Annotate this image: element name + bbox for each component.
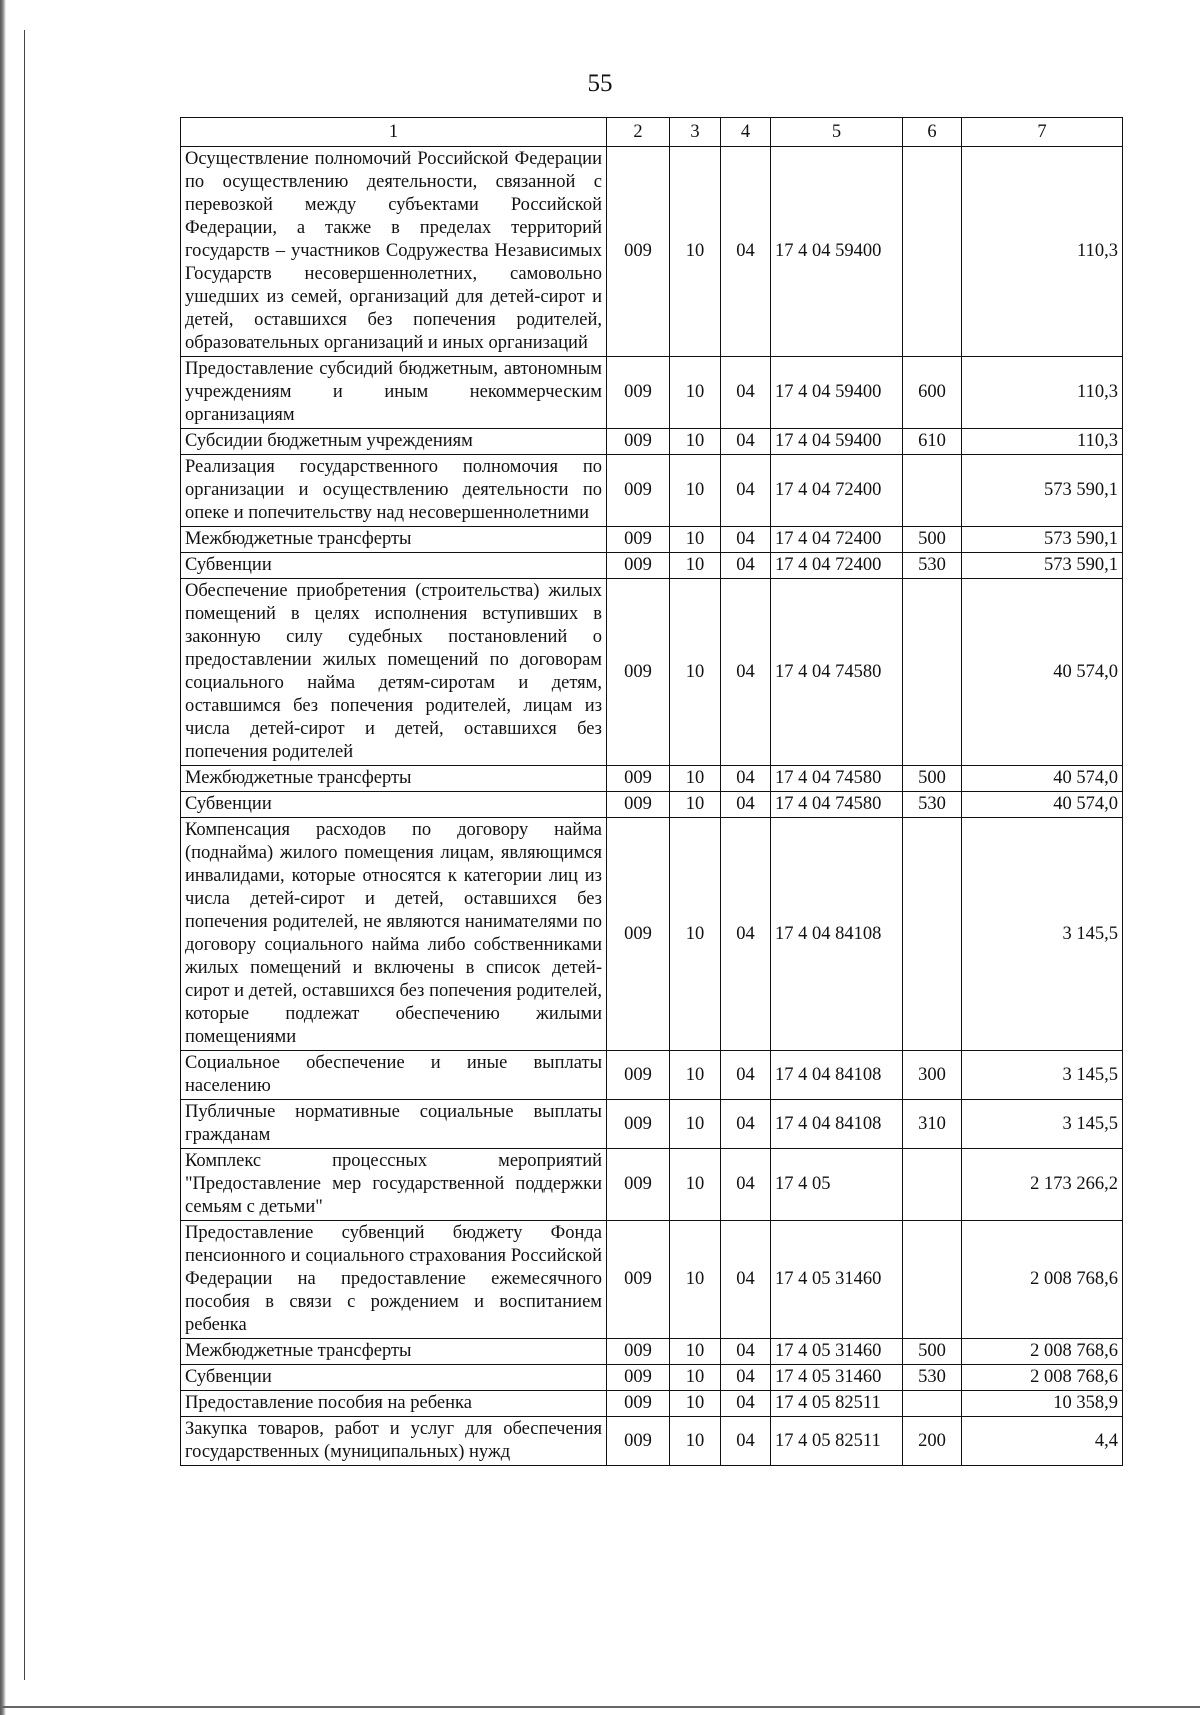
row-sum: 2 008 768,6	[962, 1365, 1123, 1391]
row-vr: 200	[903, 1417, 962, 1466]
row-sum: 3 145,5	[962, 818, 1123, 1051]
row-gr: 009	[607, 1100, 670, 1149]
column-header-5: 5	[771, 118, 903, 147]
row-vr	[903, 1391, 962, 1417]
table-row	[181, 1339, 1123, 1365]
table-row	[181, 579, 1123, 766]
row-name: Комплекс процессных мероприятий "Предоставление мер государственной поддержки семьям с детьми"	[181, 1149, 607, 1221]
row-pr: 04	[721, 1365, 771, 1391]
row-cs: 17 4 04 74580	[771, 792, 903, 818]
row-pr: 04	[721, 766, 771, 792]
row-rz: 10	[670, 429, 721, 455]
row-name: Субвенции	[181, 553, 607, 579]
row-sum: 40 574,0	[962, 579, 1123, 766]
column-header-2: 2	[607, 118, 670, 147]
row-sum: 3 145,5	[962, 1100, 1123, 1149]
page-number: 55	[587, 70, 613, 97]
table-row	[181, 792, 1123, 818]
row-rz: 10	[670, 455, 721, 527]
row-sum: 40 574,0	[962, 766, 1123, 792]
row-name: Закупка товаров, работ и услуг для обеспечения государственных (муниципальных) нужд	[181, 1417, 607, 1466]
row-pr: 04	[721, 1051, 771, 1100]
row-gr: 009	[607, 429, 670, 455]
row-sum: 110,3	[962, 357, 1123, 429]
table-row	[181, 1365, 1123, 1391]
row-vr: 500	[903, 766, 962, 792]
table-row	[181, 1417, 1123, 1466]
row-vr	[903, 1221, 962, 1339]
row-cs: 17 4 04 84108	[771, 1100, 903, 1149]
column-header-6: 6	[903, 118, 962, 147]
row-name: Реализация государственного полномочия по организации и осуществлению деятельности по опеке и попечительству над несовершеннолетними	[181, 455, 607, 527]
row-vr: 600	[903, 357, 962, 429]
row-rz: 10	[670, 579, 721, 766]
table-row	[181, 1149, 1123, 1221]
table-row	[181, 357, 1123, 429]
row-sum: 573 590,1	[962, 455, 1123, 527]
column-header-4: 4	[721, 118, 771, 147]
row-sum: 573 590,1	[962, 527, 1123, 553]
row-rz: 10	[670, 818, 721, 1051]
table-row	[181, 1391, 1123, 1417]
row-cs: 17 4 04 59400	[771, 357, 903, 429]
row-cs: 17 4 05 31460	[771, 1365, 903, 1391]
row-rz: 10	[670, 357, 721, 429]
scan-margin-line	[24, 30, 25, 1680]
row-pr: 04	[721, 357, 771, 429]
row-cs: 17 4 04 84108	[771, 818, 903, 1051]
row-gr: 009	[607, 1149, 670, 1221]
row-pr: 04	[721, 147, 771, 357]
column-header-1: 1	[181, 118, 607, 147]
row-gr: 009	[607, 1365, 670, 1391]
row-cs: 17 4 04 59400	[771, 429, 903, 455]
row-pr: 04	[721, 1417, 771, 1466]
row-pr: 04	[721, 1221, 771, 1339]
row-cs: 17 4 05 82511	[771, 1391, 903, 1417]
row-vr: 500	[903, 1339, 962, 1365]
row-name: Обеспечение приобретения (строительства) жилых помещений в целях исполнения вступивших в законную силу судебных постановлений о предоставлении жилых помещений по договорам социального найма детям-сиротам и детям, оставшимся без попечения родителей, лицам из числа детей-сирот и детей, оставшихся без попечения родителей	[181, 579, 607, 766]
row-name: Предоставление пособия на ребенка	[181, 1391, 607, 1417]
row-gr: 009	[607, 766, 670, 792]
row-gr: 009	[607, 527, 670, 553]
row-name: Субвенции	[181, 792, 607, 818]
row-cs: 17 4 04 72400	[771, 527, 903, 553]
row-gr: 009	[607, 818, 670, 1051]
row-pr: 04	[721, 579, 771, 766]
row-vr	[903, 1149, 962, 1221]
row-rz: 10	[670, 1391, 721, 1417]
row-rz: 10	[670, 527, 721, 553]
row-rz: 10	[670, 553, 721, 579]
row-vr: 310	[903, 1100, 962, 1149]
row-name: Осуществление полномочий Российской Федерации по осуществлению деятельности, связанной с перевозкой между субъектами Российской Федерации, а также в пределах территорий государств – участников Содружества Независимых Государств несовершеннолетних, самовольно ушедших из семей, организаций для детей-сирот и детей, оставшихся без попечения родителей, образовательных организаций и иных организаций	[181, 147, 607, 357]
row-gr: 009	[607, 1051, 670, 1100]
row-sum: 3 145,5	[962, 1051, 1123, 1100]
row-sum: 40 574,0	[962, 792, 1123, 818]
row-vr	[903, 147, 962, 357]
row-pr: 04	[721, 818, 771, 1051]
row-pr: 04	[721, 1391, 771, 1417]
row-sum: 2 008 768,6	[962, 1221, 1123, 1339]
row-vr: 530	[903, 792, 962, 818]
row-cs: 17 4 04 72400	[771, 455, 903, 527]
budget-table	[180, 117, 1123, 1466]
table-header-row	[181, 118, 1123, 147]
table-row	[181, 147, 1123, 357]
table-row	[181, 553, 1123, 579]
row-rz: 10	[670, 1221, 721, 1339]
row-rz: 10	[670, 1339, 721, 1365]
row-cs: 17 4 04 74580	[771, 579, 903, 766]
row-pr: 04	[721, 1339, 771, 1365]
row-sum: 4,4	[962, 1417, 1123, 1466]
row-vr	[903, 579, 962, 766]
row-pr: 04	[721, 429, 771, 455]
row-gr: 009	[607, 553, 670, 579]
row-cs: 17 4 05 31460	[771, 1339, 903, 1365]
row-pr: 04	[721, 1149, 771, 1221]
row-sum: 573 590,1	[962, 553, 1123, 579]
row-cs: 17 4 05 31460	[771, 1221, 903, 1339]
row-cs: 17 4 05	[771, 1149, 903, 1221]
row-gr: 009	[607, 1417, 670, 1466]
column-header-3: 3	[670, 118, 721, 147]
row-rz: 10	[670, 1051, 721, 1100]
row-vr: 610	[903, 429, 962, 455]
row-vr	[903, 455, 962, 527]
row-rz: 10	[670, 1365, 721, 1391]
row-rz: 10	[670, 1149, 721, 1221]
row-vr	[903, 818, 962, 1051]
row-gr: 009	[607, 579, 670, 766]
table-row	[181, 527, 1123, 553]
table-row	[181, 1221, 1123, 1339]
row-name: Публичные нормативные социальные выплаты гражданам	[181, 1100, 607, 1149]
row-gr: 009	[607, 1339, 670, 1365]
row-name: Предоставление субвенций бюджету Фонда пенсионного и социального страхования Российской Федерации на предоставление ежемесячного пособия в связи с рождением и воспитанием ребенка	[181, 1221, 607, 1339]
row-gr: 009	[607, 1391, 670, 1417]
row-pr: 04	[721, 455, 771, 527]
row-pr: 04	[721, 527, 771, 553]
row-vr: 530	[903, 1365, 962, 1391]
row-rz: 10	[670, 1100, 721, 1149]
table-row	[181, 1100, 1123, 1149]
row-vr: 530	[903, 553, 962, 579]
row-gr: 009	[607, 792, 670, 818]
row-rz: 10	[670, 147, 721, 357]
row-gr: 009	[607, 147, 670, 357]
row-gr: 009	[607, 357, 670, 429]
row-rz: 10	[670, 792, 721, 818]
row-name: Субсидии бюджетным учреждениям	[181, 429, 607, 455]
row-pr: 04	[721, 792, 771, 818]
row-name: Межбюджетные трансферты	[181, 766, 607, 792]
row-name: Межбюджетные трансферты	[181, 1339, 607, 1365]
row-name: Межбюджетные трансферты	[181, 527, 607, 553]
row-rz: 10	[670, 766, 721, 792]
row-name: Субвенции	[181, 1365, 607, 1391]
row-cs: 17 4 04 72400	[771, 553, 903, 579]
row-sum: 2 008 768,6	[962, 1339, 1123, 1365]
row-cs: 17 4 04 59400	[771, 147, 903, 357]
table-row	[181, 455, 1123, 527]
row-pr: 04	[721, 1100, 771, 1149]
row-sum: 2 173 266,2	[962, 1149, 1123, 1221]
scan-bottom-edge	[0, 1706, 1200, 1708]
row-vr: 500	[903, 527, 962, 553]
row-pr: 04	[721, 553, 771, 579]
table-row	[181, 766, 1123, 792]
table-row	[181, 1051, 1123, 1100]
row-name: Компенсация расходов по договору найма (поднайма) жилого помещения лицам, являющимся инвалидами, которые относятся к категории лиц из числа детей-сирот и детей, оставшихся без попечения родителей, не являются нанимателями по договору социального найма либо собственниками жилых помещений и включены в список детей-сирот и детей, оставшихся без попечения родителей, которые подлежат обеспечению жилыми помещениями	[181, 818, 607, 1051]
row-gr: 009	[607, 1221, 670, 1339]
table-row	[181, 818, 1123, 1051]
row-vr: 300	[903, 1051, 962, 1100]
scan-left-edge	[0, 0, 6, 1715]
row-sum: 110,3	[962, 429, 1123, 455]
row-name: Предоставление субсидий бюджетным, автономным учреждениям и иным некоммерческим организациям	[181, 357, 607, 429]
row-cs: 17 4 04 74580	[771, 766, 903, 792]
row-sum: 10 358,9	[962, 1391, 1123, 1417]
row-gr: 009	[607, 455, 670, 527]
row-sum: 110,3	[962, 147, 1123, 357]
row-cs: 17 4 04 84108	[771, 1051, 903, 1100]
column-header-7: 7	[962, 118, 1123, 147]
row-cs: 17 4 05 82511	[771, 1417, 903, 1466]
row-name: Социальное обеспечение и иные выплаты населению	[181, 1051, 607, 1100]
table-row	[181, 429, 1123, 455]
row-rz: 10	[670, 1417, 721, 1466]
